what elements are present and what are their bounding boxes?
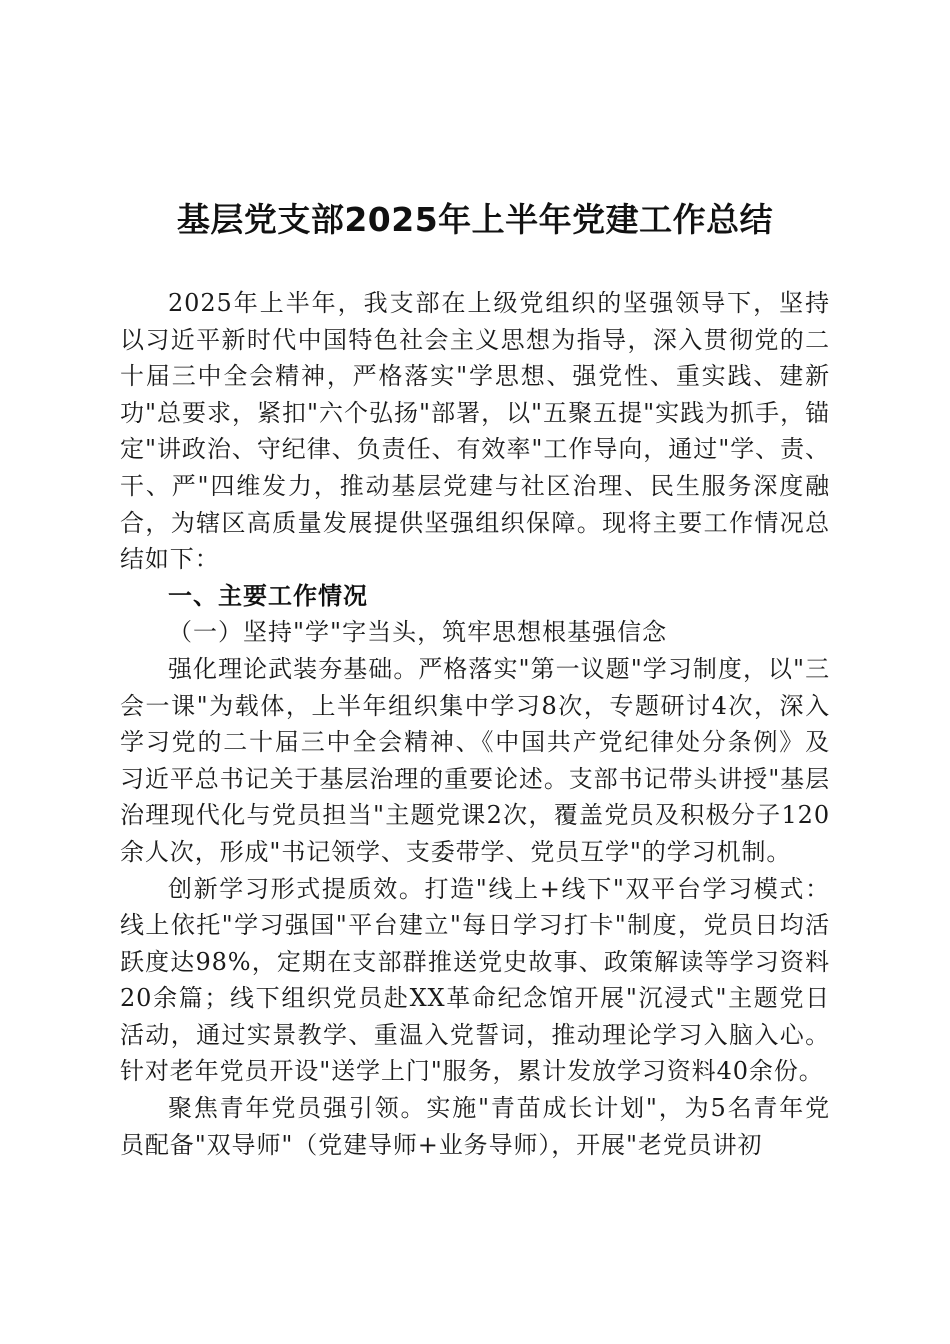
document-body [120,285,830,1163]
document-title: 基层党支部2025年上半年党建工作总结 [176,200,774,239]
section-heading: 一、主要工作情况 [168,581,368,610]
body-paragraph: 聚焦青年党员强引领。实施"青苗成长计划"，为5名青年党员配备"双导师"（党建导师+业务导师），开展"老党员讲初 [120,1094,830,1159]
body-paragraph: 强化理论武装夯基础。严格落实"第一议题"学习制度，以"三会一课"为载体，上半年组织集中学习8次，专题研讨4次，深入学习党的二十届三中全会精神、《中国共产党纪律处分条例》及习近平总书记关于基层治理的重要论述。支部书记带头讲授"基层治理现代化与党员担当"主题党课2次，覆盖党员及积极分子120余人次，形成"书记领学、支委带学、党员互学"的学习机制。 [120,654,830,866]
intro-paragraph: 2025年上半年，我支部在上级党组织的坚强领导下，坚持以习近平新时代中国特色社会主义思想为指导，深入贯彻党的二十届三中全会精神，严格落实"学思想、强党性、重实践、建新功"总要求，紧扣"六个弘扬"部署，以"五聚五提"实践为抓手，锚定"讲政治、守纪律、负责任、有效率"工作导向，通过"学、责、干、严"四维发力，推动基层党建与社区治理、民生服务深度融合，为辖区高质量发展提供坚强组织保障。现将主要工作情况总结如下： [120,289,830,574]
subsection-heading: （一）坚持"学"字当头，筑牢思想根基强信念 [168,618,668,647]
body-paragraph: 创新学习形式提质效。打造"线上+线下"双平台学习模式：线上依托"学习强国"平台建立"每日学习打卡"制度，党员日均活跃度达98%，定期在支部群推送党史故事、政策解读等学习资料20余篇；线下组织党员赴XX革命纪念馆开展"沉浸式"主题党日活动，通过实景教学、重温入党誓词，推动理论学习入脑入心。针对老年党员开设"送学上门"服务，累计发放学习资料40余份。 [120,874,830,1086]
